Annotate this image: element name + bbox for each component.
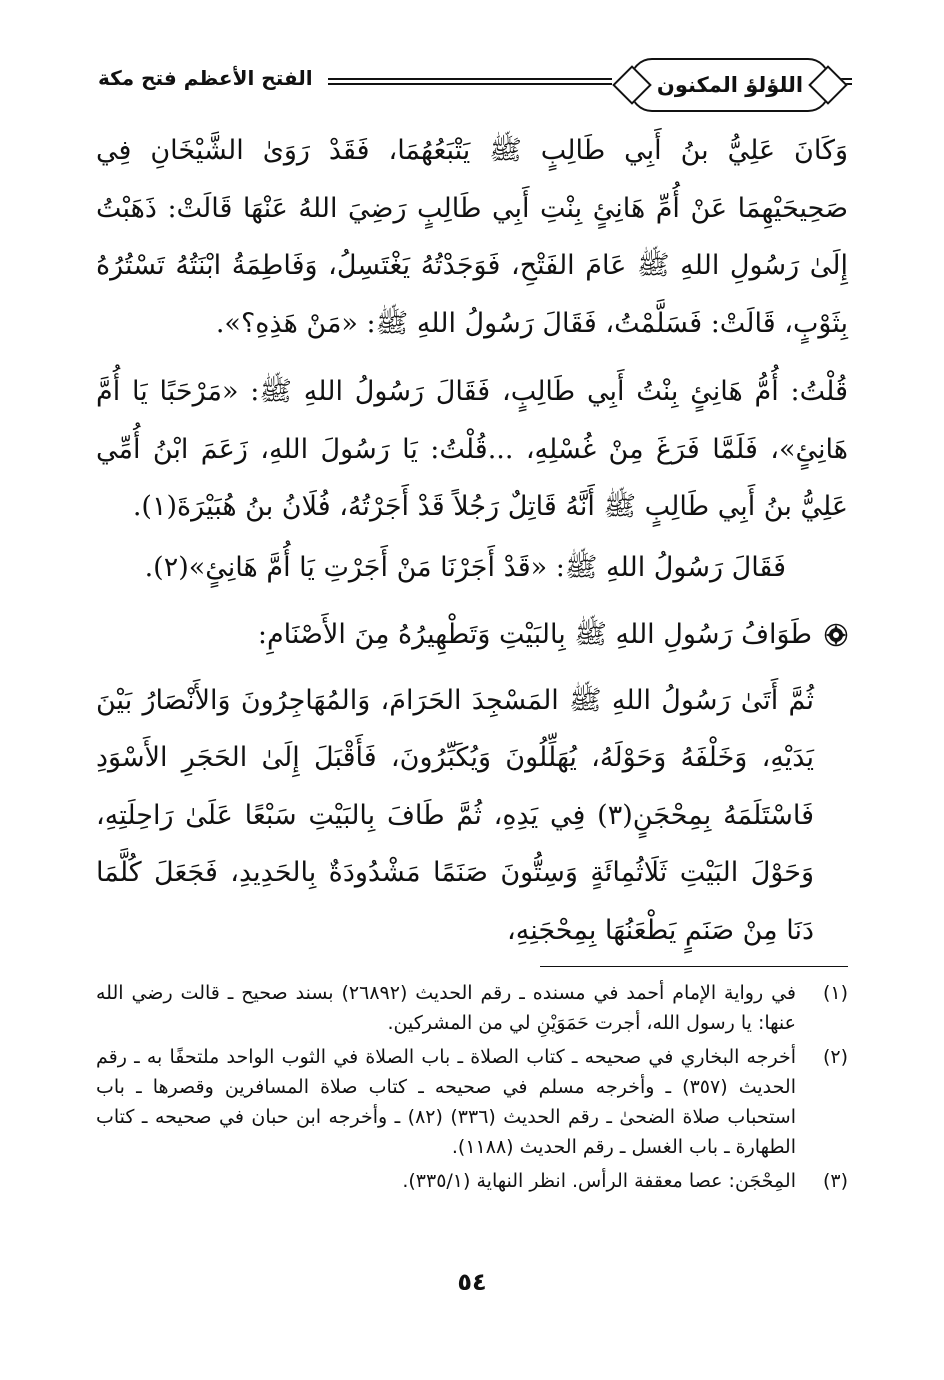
footnote (96, 1042, 848, 1162)
paragraph: ثُمَّ أَتَىٰ رَسُولُ اللهِ ﷺ المَسْجِدَ الحَرَامَ، وَالمُهَاجِرُونَ وَالأَنْصَارُ بَيْنَ يَدَيْهِ، وَخَلْفَهُ وَحَوْلَهُ، يُهَلِّلُونَ وَيُكَبِّرُونَ، فَأَقْبَلَ إِلَىٰ الحَجَرِ الأَسْوَدِ فَاسْتَلَمَهُ بِمِحْجَنٍ(٣) فِي يَدِهِ، ثُمَّ طَافَ بِالبَيْتِ سَبْعًا عَلَىٰ رَاحِلَتِهِ، وَحَوْلَ البَيْتِ ثَلَاثُمِائَةٍ وَسِتُّونَ صَنَمًا مَشْدُودَةٌ بِالحَدِيدِ، فَجَعَلَ كُلَّمَا دَنَا مِنْ صَنَمٍ يَطْعَنُهَا بِمِحْجَنِهِ، (96, 684, 815, 946)
rosette-ornament-icon (824, 623, 848, 647)
footnote-number: (٣) (822, 1170, 848, 1192)
paragraph: وَكَانَ عَلِيُّ بنُ أَبِي طَالِبٍ ﷺ يَتْبَعُهُمَا، فَقَدْ رَوَىٰ الشَّيْخَانِ فِي صَحِيحَيْهِمَا عَنْ أُمِّ هَانِئٍ بِنْتِ أَبِي طَالِبٍ رَضِيَ اللهُ عَنْهَا قَالَتْ: ذَهَبْتُ إِلَىٰ رَسُولِ اللهِ ﷺ عَامَ الفَتْحِ، فَوَجَدْتُهُ يَغْتَسِلُ، وَفَاطِمَةُ ابْنَتُهُ تَسْتُرُهُ بِثَوْبٍ، قَالَتْ: فَسَلَّمْتُ، فَقَالَ رَسُولُ اللهِ ﷺ: «مَنْ هَذِهِ؟». (96, 135, 848, 339)
footnote (96, 978, 848, 1038)
header-rule-middle (328, 78, 612, 85)
footnote-number: (٢) (822, 1046, 848, 1068)
running-header (96, 52, 848, 116)
footnote-text: المِحْجَن: عصا معقفة الرأس. انظر النهاية (٣٣٥/١). (402, 1170, 796, 1192)
footnote (96, 1166, 848, 1196)
paragraph: فَقَالَ رَسُولُ اللهِ ﷺ: «قَدْ أَجَرْنَا مَنْ أَجَرْتِ يَا أُمَّ هَانِئٍ»(٢). (144, 551, 786, 583)
book-title-cartouche (630, 58, 830, 112)
page-number: ٥٤ (457, 1268, 487, 1296)
paragraph: قُلْتُ: أُمُّ هَانِئٍ بِنْتُ أَبِي طَالِبٍ، فَقَالَ رَسُولُ اللهِ ﷺ: «مَرْحَبًا يَا أُمَّ هَانِئٍ»، فَلَمَّا فَرَغَ مِنْ غُسْلِهِ، ...قُلْتُ: يَا رَسُولَ اللهِ، زَعَمَ ابْنُ أُمِّي عَلِيُّ بنُ أَبِي طَالِبٍ ﷺ أَنَّهُ قَاتِلٌ رَجُلاً قَدْ أَجَرْتُهُ، فُلَانُ بنُ هُبَيْرَةَ(١). (96, 376, 848, 522)
footnote-separator (540, 966, 848, 967)
main-text (96, 122, 848, 959)
chapter-title: الفتح الأعظم فتح مكة (98, 66, 313, 90)
footnote-text: في رواية الإمام أحمد في مسنده ـ رقم الحديث (٢٦٨٩٢) بسند صحيح ـ قالت رضي الله عنها: يا رسول الله، أجرت حَمَوَيْنِ لي من المشركين. (96, 982, 796, 1034)
section-heading-text: طَوَافُ رَسُولِ اللهِ ﷺ بِالبَيْتِ وَتَطْهِيرُهُ مِنَ الأَصْنَامِ: (257, 619, 812, 650)
footnote-number: (١) (822, 982, 848, 1004)
section-heading (96, 606, 848, 664)
footnotes (96, 978, 848, 1200)
book-title: اللؤلؤ المكنون (656, 73, 804, 97)
footnote-text: أخرجه البخاري في صحيحه ـ كتاب الصلاة ـ باب الصلاة في الثوب الواحد ملتحفًا به ـ رقم الحديث (٣٥٧) ـ وأخرجه مسلم في صحيحه ـ كتاب صلاة المسافرين وقصرها ـ باب استحباب صلاة الضحىٰ ـ رقم الحديث (٣٣٦) (٨٢) ـ وأخرجه ابن حبان في صحيحه ـ كتاب الطهارة ـ باب الغسل ـ رقم الحديث (١١٨٨). (96, 1046, 797, 1158)
